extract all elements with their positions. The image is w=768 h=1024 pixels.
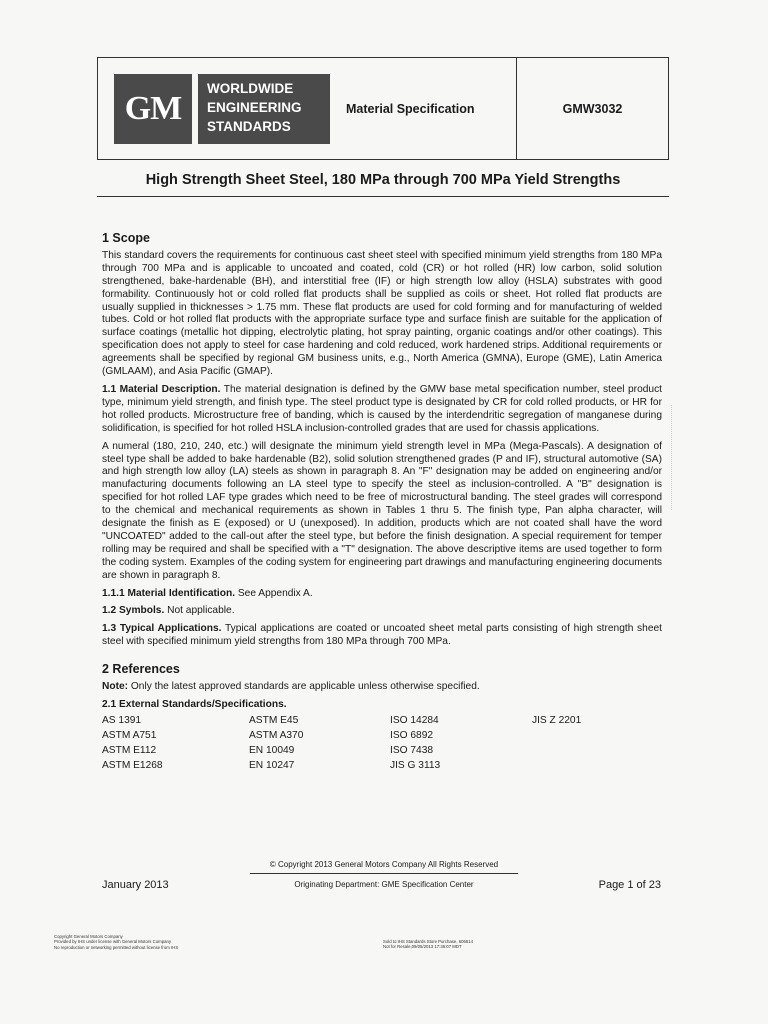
reference-item: ISO 6892: [390, 729, 434, 741]
page-number: Page 1 of 23: [598, 879, 661, 891]
symbols-paragraph: [102, 605, 662, 618]
subsection-text: See Appendix A.: [235, 587, 313, 599]
doc-number: GMW3032: [562, 101, 623, 116]
reference-item: ASTM A751: [102, 729, 157, 741]
reference-item: [532, 760, 632, 773]
typical-applications-paragraph: [102, 623, 662, 649]
subsection-text: Not applicable.: [164, 605, 235, 617]
spec-header: [97, 57, 669, 160]
reference-item: ISO 14284: [390, 714, 439, 726]
document-body: [102, 232, 662, 773]
document-title: High Strength Sheet Steel, 180 MPa through 700 MPa Yield Strengths: [145, 172, 621, 188]
section-heading-scope: 1 Scope: [102, 231, 150, 245]
footer-date: January 2013: [102, 879, 169, 891]
title-divider: [97, 196, 669, 197]
reference-item: AS 1391: [102, 714, 142, 726]
scope-paragraph: This standard covers the requirements for continuous cast sheet steel with specified minimum yield strengths from 180 MPa through 700 MPa and is applicable to uncoated and coated, cold (CR) or hot rolled (HR) low carbon, solid solution strengthened, bake-hardenable (BH), and interstitial free (IF) or high strength low alloy (HSLA) substrates with good formability. Continuously hot or cold rolled flat products shall be supplied as coils or sheet. Hot rolled flat products are usually supplied in thicknesses > 1.75 mm. These flat products are used for cold forming and for manufacturing of welded tubes. Cold or hot rolled flat products with the appropriate surface type and surface finish are suitable for the application of surface coatings (metallic hot dipping, electrolytic plating, hot spray painting, organic coatings and/or other coatings). This specification does not apply to steel for case hardening and cold reduced, work hardened strips. Additional requirements or agreements shall be specified by regional GM business units, e.g., North America (GMNA), Europe (GME), Latin America (GMLAAM), and Asia Pacific (GMAP).: [102, 249, 662, 378]
footer-department: Originating Department: GME Specification Center: [294, 880, 474, 889]
fineprint-line: No reproduction or networking permitted without license from IHS: [54, 944, 179, 950]
subsection-text: Typical applications are coated or uncoated sheet metal parts consisting of high strength sheet steel with specified minimum yield strengths from 180 MPa through 700 MPa.: [102, 623, 662, 648]
subsection-text: The material designation is defined by the GMW base metal specification number, steel product type, minimum yield strength, and finish type. The steel product type is designated by CR for cold rolled products, or HR for hot rolled products. Microstructure free of banding, which is caused by the interdendritic segregation of manganese during solidification, is specified for hot rolled HSLA inclusion-controlled grades that are used for chassis applications.: [102, 383, 662, 434]
reference-item: [532, 745, 632, 758]
reference-item: ASTM E45: [249, 714, 299, 726]
org-line: STANDARDS: [207, 118, 291, 134]
reference-item: ASTM E1268: [102, 759, 163, 771]
designation-paragraph: A numeral (180, 210, 240, etc.) will designate the minimum yield strength level in MPa (Mega-Pascals). A designation of steel type shall be added to bake hardenable (B2), solid solution strengthened grades (P and IF), structural automotive (SA) and high strength low alloy (LA) steels as shown in paragraph 8. An "F" designation may be added on engineering and/or manufacturing documents following an LA steel type to specify the steel as inclusion-controlled. A "B" designation is specified for hot rolled LAF type grades which need to be free of microstructural banding. The steel grades will correspond to the chemical and mechanical requirements as shown in Tables 1 thru 5. The finish type, Pan alpha character, will designate the finish as E (exposed) or U (unexposed). In addition, products which are not coated shall have the word "UNCOATED" added to the call-out after the steel type, but before the finish designation. A special requirement for temper rolling may be required and shall be specified with a "T" designation. The above descriptive items are used together to form the coding system. Examples of the coding system for engineering part drawings and manufacturing engineering documents are shown in paragraph 8.: [102, 440, 662, 581]
reference-item: ISO 7438: [390, 744, 434, 756]
header-branding: [98, 58, 517, 159]
material-description-paragraph: [102, 384, 662, 436]
reference-item: JIS G 3113: [390, 759, 441, 771]
note-text: Only the latest approved standards are applicable unless otherwise specified.: [128, 681, 480, 693]
reference-item: [532, 730, 632, 743]
margin-stamp-mark: [671, 405, 684, 510]
references-note: [102, 681, 662, 694]
subsection-label: 1.2 Symbols.: [102, 605, 165, 617]
footer-divider: [250, 873, 518, 874]
reference-item: JIS Z 2201: [532, 714, 582, 726]
external-standards-heading: 2.1 External Standards/Specifications.: [102, 699, 287, 710]
fineprint-right: [383, 939, 473, 950]
reference-item: EN 10247: [249, 759, 295, 771]
org-line: ENGINEERING: [207, 99, 302, 115]
doc-type: Material Specification: [346, 101, 475, 116]
reference-item: EN 10049: [249, 744, 295, 756]
note-label: Note:: [102, 681, 129, 693]
subsection-label: 1.1 Material Description.: [102, 383, 221, 395]
fineprint-line: Sold to:IHS Standards Store Purchase, 606514: [383, 939, 474, 944]
fineprint-line: Provided by IHS under license with General Motors Company: [54, 939, 172, 945]
fineprint-line: Copyright General Motors Company: [54, 934, 123, 939]
fineprint-line: Not for Resale,09/05/2013 17:36:07 MDT: [383, 944, 462, 950]
org-line: WORLDWIDE: [207, 80, 294, 96]
reference-item: ASTM E112: [102, 744, 157, 756]
reference-item: ASTM A370: [249, 729, 304, 741]
fineprint-left: [54, 934, 178, 950]
material-identification-paragraph: [102, 588, 662, 601]
section-heading-references: 2 References: [102, 662, 180, 677]
subsection-label: 1.3 Typical Applications.: [102, 623, 222, 635]
worldwide-engineering-standards-logo: [198, 74, 330, 144]
copyright-notice: © Copyright 2013 General Motors Company All Rights Reserved: [269, 860, 499, 869]
gm-logo: GM: [114, 74, 192, 144]
subsection-label: 1.1.1 Material Identification.: [102, 587, 236, 599]
references-table: [102, 715, 662, 773]
